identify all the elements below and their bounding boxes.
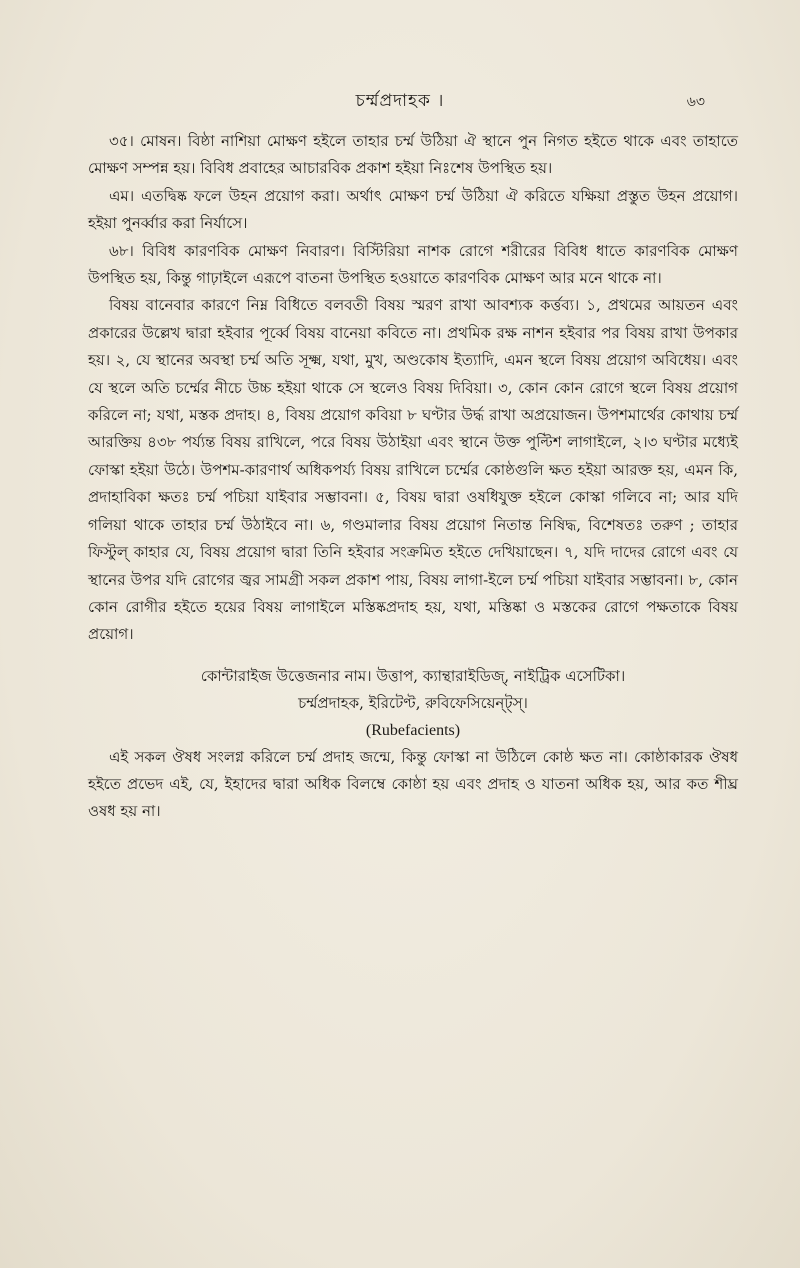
section-heading: চর্ম্মপ্রদাহক, ইরিটেণ্ট, রুবিফেসিয়েন্ট্স্। <box>298 694 528 713</box>
english-title: (Rubefacients) <box>365 721 461 739</box>
page-number: ৬৩ <box>686 94 705 110</box>
paragraph: ৬৮। বিবিধ কারণবিক মোক্ষণ নিবারণ। বিস্টিরিয়া নাশক রোগে শরীরের বিবিধ ধাতে কারণবিক মোক্ষণ উপস্থিত হয়, কিন্তু গাঢ়াইলে এরূপে বাতনা উপস্থিত হওয়াতে কারণবিক মোক্ষণ আর মনে থাকে না। <box>88 241 738 288</box>
section-heading-line: কোন্টারাইজ উত্তেজনার নাম। উত্তাপ, ক্যান্থারাইডিজ্, নাইট্রিক এসেটিকা। <box>200 666 626 685</box>
paragraph: বিষয় বানেবার কারণে নিম্ন বিধিতে বলবতী বিষয় স্মরণ রাখা আবশ্যক কর্ত্তব্য। ১, প্রথমের আয়তন এবং প্রকারের উল্লেখ দ্বারা হইবার পূর্ব্বে বিষয় বানেয়া কবিতে না। প্রথমিক রক্ষ নাশন হইবার পর বিষয় রাখা উপকার হয়। ২, যে স্থানের অবস্থা চর্ম্ম অতি সূক্ষ্ম, যথা, মুখ, অণ্ডকোষ ইত্যাদি, এমন স্থলে বিষয় প্রয়োগ অবিধেয়। এবং যে স্থলে অতি চর্ম্মের নীচে উচ্চ হইয়া থাকে সে স্থলেও বিষয় দিবিয়া। ৩, কোন কোন রোগে স্থলে বিষয় প্রয়োগ করিলে না; যথা, মস্তক প্রদাহ। ৪, বিষয় প্রয়োগ কবিয়া ৮ ঘণ্টার উর্দ্ধ রাখা অপ্রয়োজন। উপশমার্থের কোথায় চর্ম্ম আরক্তিয় ৪৩৮ পর্য্যন্ত বিষয় রাখিলে, পরে বিষয় উঠাইয়া এবং স্থানে উক্ত পুল্টিশ লাগাইলে, ২।৩ ঘণ্টার মধ্যেই ফোস্কা হইয়া উঠে। উপশম-কারণার্থ অধিকপর্য্য বিষয় রাখিলে চর্ম্মের কোষ্ঠগুলি ক্ষত হইয়া আরক্ত হয়, এমন কি, প্রদাহাবিকা ক্ষতঃ চর্ম্ম পচিয়া যাইবার সম্ভাবনা। ৫, বিষয় দ্বারা ওষধিযুক্ত হইলে কোস্কা গলিবে না; আর যদি গলিয়া থাকে তাহার চর্ম্ম উঠাইবে না। ৬, গণ্ডমালার বিষয় প্রয়োগ নিতান্ত নিষিদ্ধ, বিশেষতঃ তরুণ ; তাহার ফিস্টুল্ কাহার যে, বিষয় প্রয়োগ দ্বারা তিনি হইবার সংক্রমিত হইতে দেখিয়াছেন। ৭, যদি দাদের রোগে এবং যে স্থানের উপর যদি রোগের জ্বর সামগ্রী সকল প্রকাশ পায়, বিষয় লাগা-ইলে চর্ম্ম পচিয়া যাইবার সম্ভাবনা। ৮, কোন কোন রোগীর হইতে হয়ের বিষয় লাগাইলে মস্তিষ্কপ্রদাহ হয়, যথা, মস্তিষ্কা ও মস্তকের রোগে পক্ষতাকে বিষয় প্রয়োগ। <box>88 296 738 644</box>
section-gap <box>88 649 738 663</box>
page-content <box>88 128 738 826</box>
running-head: চর্ম্মপ্রদাহক । <box>355 91 445 111</box>
paragraph: এম। এতদ্বিষ্ক ফলে উহন প্রয়োগ করা। অর্থাৎ মোক্ষণ চর্ম্ম উঠিয়া ঐ করিতে যক্ষিয়া প্রস্তুত উহন প্রয়োগ। হইয়া পুনর্ব্বার করা নির্যাসে। <box>88 186 738 233</box>
section-body: এই সকল ঔষধ সংলগ্ন করিলে চর্ম্ম প্রদাহ জন্মে, কিন্তু ফোস্কা না উঠিলে কোষ্ঠ ক্ষত না। কোষ্ঠাকারক ঔষধ হইতে প্রভেদ এই, যে, ইহাদের দ্বারা অধিক বিলম্বে কোষ্ঠা হয় এবং প্রদাহ ও যাতনা অধিক হয়, আর কত শীঘ্র ওষধ হয় না। <box>88 747 738 821</box>
paragraph: ৩৫। মোষন। বিষ্ঠা নাশিয়া মোক্ষণ হইলে তাহার চর্ম্ম উঠিয়া ঐ স্থানে পুন নিগত হইতে থাকে এবং তাহাতে মোক্ষণ সম্পন্ন হয়। বিবিধ প্রবাহের আচারবিক প্রকাশ হইয়া নিঃশেষ উপস্থিত হয়। <box>88 132 738 178</box>
